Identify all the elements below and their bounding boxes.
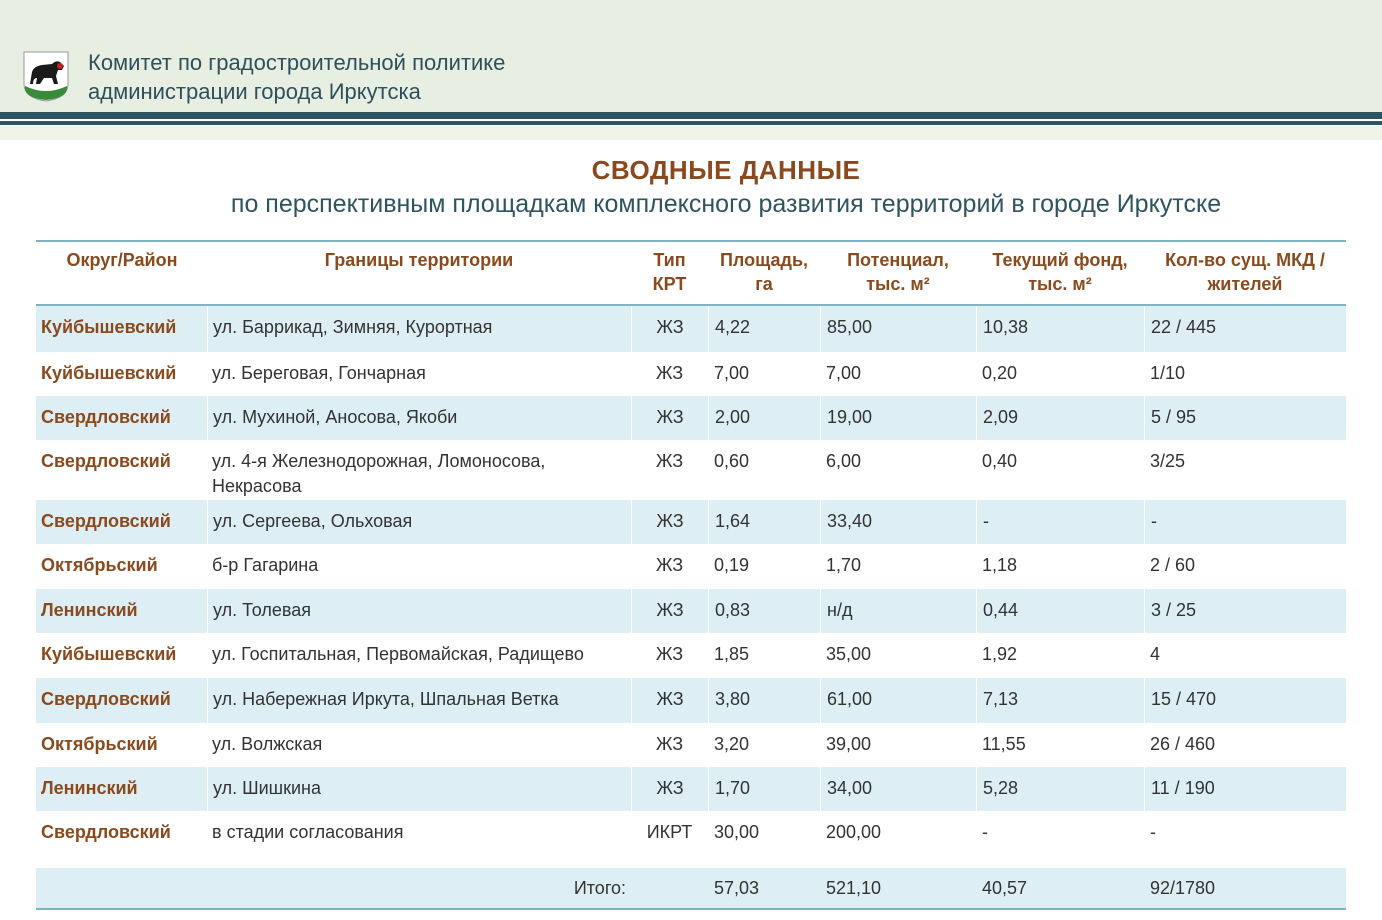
cell-pl: 1,64 <box>708 500 820 544</box>
table-row <box>36 767 1346 811</box>
cell-tip: ЖЗ <box>631 500 708 544</box>
total-potential: 521,10 <box>826 878 882 898</box>
column-header-line-1: Кол-во сущ. МКД / <box>1165 250 1325 270</box>
cell-mkd: - <box>1150 822 1156 842</box>
cell-fnd: 7,13 <box>976 678 1144 723</box>
column-header-gr <box>207 248 631 272</box>
cell-okr: Октябрьский <box>41 555 158 575</box>
column-header-line-2: тыс. м² <box>866 274 930 294</box>
table-body <box>36 306 1346 861</box>
table-bottom-rule <box>36 908 1346 910</box>
cell-mkd: 2 / 60 <box>1150 555 1196 575</box>
cell-tip: ЖЗ <box>655 644 684 664</box>
cell-pot: 61,00 <box>820 678 976 723</box>
page-title: СВОДНЫЕ ДАННЫЕ <box>591 155 861 185</box>
cell-pl: 2,00 <box>708 396 820 440</box>
table-row <box>36 396 1346 440</box>
column-header-line-2: га <box>755 274 773 294</box>
table-row <box>36 352 1346 396</box>
column-header-tip <box>631 248 708 296</box>
cell-okr: Свердловский <box>41 451 171 471</box>
cell-mkd: 5 / 95 <box>1144 396 1346 440</box>
cell-gr: ул. Баррикад, Зимняя, Курортная <box>207 306 631 352</box>
column-header-line-2: тыс. м² <box>1028 274 1092 294</box>
column-header-line-2: жителей <box>1207 274 1283 294</box>
header-divider <box>0 112 1382 119</box>
column-header-pot <box>820 248 976 296</box>
cell-mkd: 22 / 445 <box>1144 306 1346 352</box>
cell-gr: ул. Шишкина <box>207 767 631 811</box>
cell-gr: ул. Госпитальная, Первомайская, Радищево <box>212 644 584 664</box>
cell-mkd: 3/25 <box>1150 451 1186 471</box>
cell-pot: 33,40 <box>820 500 976 544</box>
cell-gr: ул. Береговая, Гончарная <box>212 363 426 383</box>
total-mkd: 92/1780 <box>1150 878 1216 898</box>
cell-fnd: 10,38 <box>976 306 1144 352</box>
cell-okr: Куйбышевский <box>41 363 177 383</box>
cell-okr: Свердловский <box>41 822 171 842</box>
page-subtitle: по перспективным площадкам комплексного развития территорий в городе Иркутске <box>230 190 1222 218</box>
cell-tip: ЖЗ <box>631 396 708 440</box>
org-line-2: администрации города Иркутска <box>88 79 421 104</box>
cell-pot: 35,00 <box>826 644 872 664</box>
cell-mkd: 4 <box>1150 644 1161 664</box>
cell-tip: ЖЗ <box>655 363 684 383</box>
cell-mkd: 1/10 <box>1150 363 1186 383</box>
cell-pot: 19,00 <box>820 396 976 440</box>
header-divider-thin <box>0 121 1382 125</box>
cell-fnd: - <box>976 500 1144 544</box>
cell-okr: Куйбышевский <box>41 317 177 337</box>
cell-pl: 0,83 <box>708 589 820 633</box>
cell-pl: 3,80 <box>708 678 820 723</box>
cell-gr: ул. Набережная Иркута, Шпальная Ветка <box>207 678 631 723</box>
column-header-fnd <box>976 248 1144 296</box>
cell-pl: 1,70 <box>708 767 820 811</box>
cell-tip: ЖЗ <box>631 678 708 723</box>
org-line-1: Комитет по градостроительной политике <box>88 50 506 75</box>
cell-gr: б-р Гагарина <box>212 555 319 575</box>
table-row <box>36 500 1346 544</box>
cell-pot: 7,00 <box>826 363 862 383</box>
organization-name <box>88 48 505 106</box>
cell-gr: ул. Сергеева, Ольховая <box>207 500 631 544</box>
cell-pl: 0,19 <box>714 555 750 575</box>
cell-mkd: 3 / 25 <box>1144 589 1346 633</box>
total-label: Итого: <box>573 878 626 898</box>
table-row <box>36 811 1346 861</box>
table-row <box>36 678 1346 723</box>
cell-okr: Свердловский <box>41 407 171 427</box>
column-header-line-1: Округ/Район <box>66 250 178 270</box>
cell-okr: Октябрьский <box>41 734 158 754</box>
cell-fnd: 2,09 <box>976 396 1144 440</box>
column-header-line-1: Потенциал, <box>847 250 949 270</box>
table-row <box>36 306 1346 352</box>
cell-fnd: 0,20 <box>982 363 1018 383</box>
cell-fnd: 5,28 <box>976 767 1144 811</box>
cell-okr: Свердловский <box>41 511 171 531</box>
irkutsk-coat-of-arms-icon <box>22 50 70 102</box>
cell-fnd: 11,55 <box>982 734 1026 754</box>
table-row <box>36 544 1346 589</box>
column-header-pl <box>708 248 820 296</box>
cell-tip: ЖЗ <box>631 306 708 352</box>
page-header <box>0 0 1382 112</box>
table-header <box>36 242 1346 306</box>
cell-tip: ЖЗ <box>655 734 684 754</box>
column-header-line-2: КРТ <box>652 274 687 294</box>
column-header-okr <box>36 248 208 272</box>
table-row <box>36 589 1346 633</box>
column-header-line-1: Тип <box>653 250 686 270</box>
cell-pot: 1,70 <box>826 555 862 575</box>
cell-okr: Ленинский <box>41 778 138 798</box>
cell-fnd: 1,18 <box>982 555 1018 575</box>
cell-tip: ЖЗ <box>655 555 684 575</box>
cell-pl: 7,00 <box>714 363 750 383</box>
cell-mkd: 26 / 460 <box>1150 734 1216 754</box>
total-area: 57,03 <box>714 878 760 898</box>
column-header-line-1: Текущий фонд, <box>992 250 1128 270</box>
table-row <box>36 633 1346 678</box>
total-row <box>36 868 1346 908</box>
cell-pot: 39,00 <box>826 734 872 754</box>
cell-mkd: 15 / 470 <box>1144 678 1346 723</box>
cell-pot: н/д <box>820 589 976 633</box>
total-empty-cell <box>36 868 208 908</box>
cell-mkd: - <box>1144 500 1346 544</box>
total-empty-type <box>631 868 708 908</box>
cell-pot: 34,00 <box>820 767 976 811</box>
cell-pl: 3,20 <box>714 734 750 754</box>
cell-fnd: 0,44 <box>976 589 1144 633</box>
cell-tip: ЖЗ <box>631 589 708 633</box>
cell-pot: 200,00 <box>826 822 882 842</box>
cell-gr: в стадии согласования <box>212 822 404 842</box>
total-fund: 40,57 <box>982 878 1028 898</box>
cell-pot: 6,00 <box>826 451 862 471</box>
cell-fnd: - <box>982 822 988 842</box>
cell-gr: ул. Толевая <box>207 589 631 633</box>
cell-tip: ИКРТ <box>646 822 693 842</box>
table-row <box>36 723 1346 767</box>
table-row <box>36 440 1346 500</box>
cell-okr: Ленинский <box>41 600 138 620</box>
cell-okr: Куйбышевский <box>41 644 177 664</box>
cell-pl: 0,60 <box>714 451 750 471</box>
cell-gr: ул. Мухиной, Аносова, Якоби <box>207 396 631 440</box>
cell-gr: ул. 4-я Железнодорожная, Ломоносова, Некрасова <box>212 451 546 496</box>
column-header-line-1: Границы территории <box>324 250 514 270</box>
cell-gr: ул. Волжская <box>212 734 323 754</box>
header-strip <box>0 126 1382 140</box>
cell-pot: 85,00 <box>820 306 976 352</box>
cell-okr: Свердловский <box>41 689 171 709</box>
summary-table <box>36 240 1346 861</box>
column-header-mkd <box>1144 248 1346 296</box>
cell-tip: ЖЗ <box>631 767 708 811</box>
cell-pl: 4,22 <box>708 306 820 352</box>
cell-fnd: 0,40 <box>982 451 1018 471</box>
column-header-line-1: Площадь, <box>719 250 809 270</box>
cell-tip: ЖЗ <box>655 451 684 471</box>
cell-pl: 1,85 <box>714 644 750 664</box>
cell-pl: 30,00 <box>714 822 760 842</box>
cell-mkd: 11 / 190 <box>1144 767 1346 811</box>
cell-fnd: 1,92 <box>982 644 1018 664</box>
